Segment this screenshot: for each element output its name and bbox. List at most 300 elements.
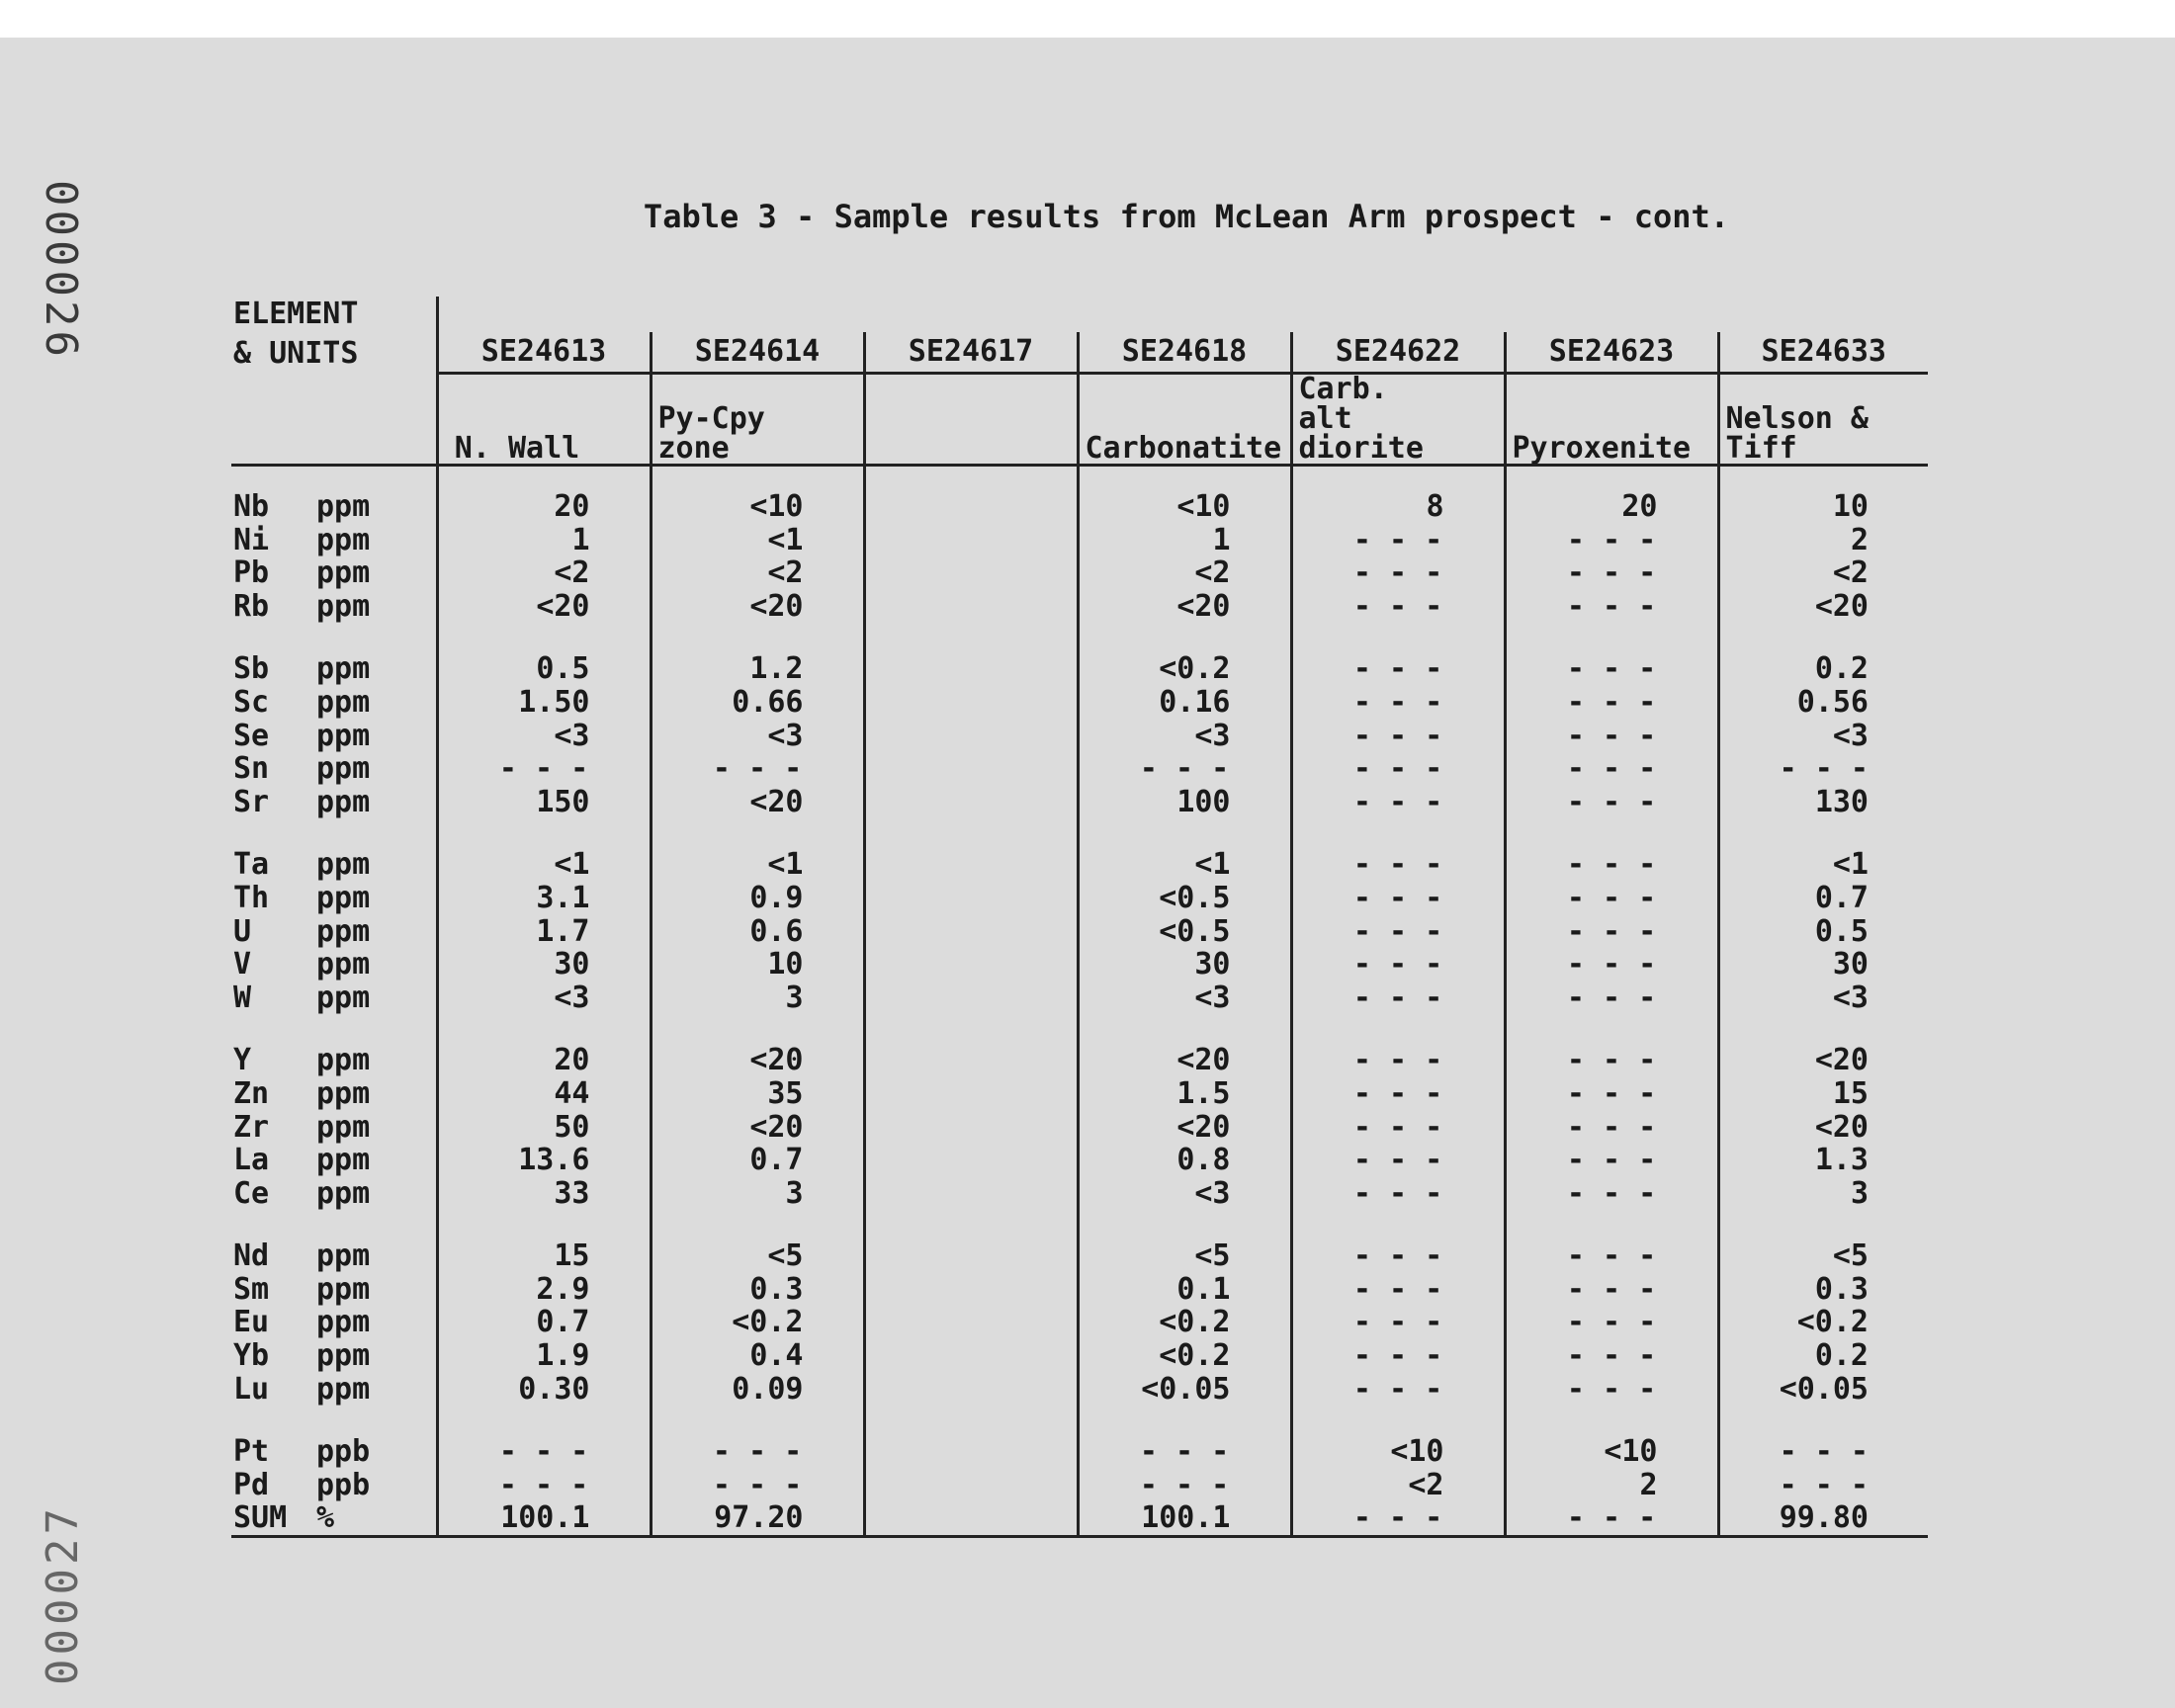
group-gap	[231, 623, 437, 652]
value-cell: 0.5	[1718, 915, 1928, 949]
value-cell: 0.5	[437, 652, 651, 686]
element-symbol: Sr	[233, 784, 270, 819]
table-row	[231, 752, 1928, 786]
value-cell: <5	[1078, 1239, 1291, 1273]
element-unit: ppm	[316, 684, 371, 720]
value-cell: <20	[651, 786, 864, 819]
value-cell	[864, 1501, 1078, 1536]
value-cell: 50	[437, 1111, 651, 1145]
value-cell: <0.05	[1718, 1373, 1928, 1407]
group-gap	[651, 623, 864, 652]
value-cell: - - -	[651, 1469, 864, 1502]
table-row	[231, 1435, 1928, 1469]
value-cell: 0.8	[1078, 1144, 1291, 1177]
value-cell: <2	[437, 556, 651, 590]
value-cell: <0.2	[1718, 1306, 1928, 1339]
element-symbol: Ta	[233, 847, 270, 883]
group-gap	[1505, 818, 1718, 848]
value-cell: - - -	[1291, 1239, 1505, 1273]
value-cell	[864, 1306, 1078, 1339]
value-cell: <5	[1718, 1239, 1928, 1273]
element-symbol: Sn	[233, 751, 270, 787]
element-unit: ppm	[316, 718, 371, 753]
page-code-top: 000026	[35, 180, 86, 361]
value-cell: - - -	[1505, 556, 1718, 590]
element-symbol: Yb	[233, 1338, 270, 1374]
table-row	[231, 652, 1928, 686]
value-cell: 0.1	[1078, 1273, 1291, 1307]
value-cell	[864, 882, 1078, 915]
element-unit: ppm	[316, 588, 371, 624]
sample-desc-header: Nelson & Tiff	[1718, 374, 1928, 466]
sample-desc-header: Pyroxenite	[1505, 374, 1718, 466]
element-symbol: Zr	[233, 1109, 270, 1145]
element-symbol: Lu	[233, 1371, 270, 1407]
group-gap	[231, 1210, 437, 1239]
value-cell	[864, 1373, 1078, 1407]
value-cell: <3	[1078, 720, 1291, 753]
element-unit: ppm	[316, 980, 371, 1015]
element-symbol: SUM	[231, 1501, 312, 1536]
value-cell: 30	[1078, 948, 1291, 982]
table-row	[231, 948, 1928, 982]
value-cell: 44	[437, 1077, 651, 1111]
group-gap	[864, 1210, 1078, 1239]
sample-id-header: SE24622	[1291, 332, 1505, 374]
element-unit: ppm	[316, 1175, 371, 1211]
table-row	[231, 720, 1928, 753]
table-row	[231, 1144, 1928, 1177]
table-row	[231, 1239, 1928, 1273]
value-cell: - - -	[437, 752, 651, 786]
group-gap	[231, 1014, 437, 1044]
value-cell	[864, 982, 1078, 1015]
value-cell	[864, 1339, 1078, 1373]
value-cell: - - -	[1078, 1435, 1291, 1469]
value-cell: - - -	[1718, 752, 1928, 786]
header-spacer	[437, 297, 651, 332]
table-row	[231, 1339, 1928, 1373]
group-gap	[1291, 1014, 1505, 1044]
group-gap	[864, 623, 1078, 652]
value-cell: 97.20	[651, 1501, 864, 1536]
value-cell: - - -	[1078, 752, 1291, 786]
value-cell: 20	[1505, 490, 1718, 524]
value-cell: - - -	[1291, 982, 1505, 1015]
table-row	[231, 1044, 1928, 1077]
element-unit: ppm	[316, 1305, 371, 1340]
row-spacer	[437, 466, 651, 491]
table-row	[231, 848, 1928, 882]
value-cell: <20	[651, 590, 864, 624]
value-cell: 1	[437, 524, 651, 557]
value-cell: <20	[1078, 1044, 1291, 1077]
value-cell: - - -	[437, 1469, 651, 1502]
value-cell: - - -	[1505, 1373, 1718, 1407]
group-gap	[1078, 1406, 1291, 1435]
value-cell: - - -	[1291, 590, 1505, 624]
value-cell: 0.4	[651, 1339, 864, 1373]
page-code-bottom: 000027	[37, 1504, 88, 1685]
row-spacer	[864, 466, 1078, 491]
table-row	[231, 1306, 1928, 1339]
value-cell: <20	[1718, 1044, 1928, 1077]
group-gap	[437, 1014, 651, 1044]
value-cell: <3	[1078, 1177, 1291, 1211]
value-cell: 1.5	[1078, 1077, 1291, 1111]
value-cell: <10	[1505, 1435, 1718, 1469]
group-gap	[1291, 623, 1505, 652]
value-cell	[864, 1469, 1078, 1502]
value-cell: <3	[437, 982, 651, 1015]
value-cell	[864, 652, 1078, 686]
value-cell: - - -	[1505, 1239, 1718, 1273]
value-cell: - - -	[1291, 1144, 1505, 1177]
element-unit: ppb	[316, 1434, 371, 1470]
element-symbol: Y	[233, 1043, 252, 1078]
group-gap	[1718, 1406, 1928, 1435]
value-cell: - - -	[1291, 1111, 1505, 1145]
value-cell: 0.9	[651, 882, 864, 915]
value-cell: <3	[1078, 982, 1291, 1015]
value-cell: 0.3	[1718, 1273, 1928, 1307]
element-symbol: Pd	[233, 1467, 270, 1502]
value-cell: 15	[437, 1239, 651, 1273]
value-cell: <3	[1718, 982, 1928, 1015]
group-gap	[1718, 818, 1928, 848]
value-cell	[864, 1273, 1078, 1307]
value-cell: 0.7	[437, 1306, 651, 1339]
sample-desc-header: Carbonatite	[1078, 374, 1291, 466]
value-cell	[864, 786, 1078, 819]
value-cell: <0.2	[1078, 1339, 1291, 1373]
value-cell: 0.3	[651, 1273, 864, 1307]
group-gap	[1291, 1406, 1505, 1435]
value-cell: - - -	[1291, 1177, 1505, 1211]
value-cell	[864, 915, 1078, 949]
sample-id-header: SE24613	[437, 332, 651, 374]
element-symbol: Zn	[233, 1075, 270, 1111]
element-unit: %	[312, 1501, 437, 1536]
group-gap	[1718, 1210, 1928, 1239]
value-cell: - - -	[1718, 1435, 1928, 1469]
group-gap	[1078, 623, 1291, 652]
value-cell: - - -	[1291, 720, 1505, 753]
value-cell: - - -	[1291, 1077, 1505, 1111]
value-cell: <0.05	[1078, 1373, 1291, 1407]
group-gap	[864, 1014, 1078, 1044]
value-cell: 150	[437, 786, 651, 819]
value-cell: - - -	[1505, 752, 1718, 786]
value-cell: - - -	[1291, 915, 1505, 949]
group-gap	[437, 1406, 651, 1435]
header-element-label: ELEMENT	[233, 297, 359, 331]
element-unit: ppm	[316, 1271, 371, 1307]
element-symbol: Sc	[233, 684, 270, 720]
value-cell: 3	[651, 982, 864, 1015]
table-row	[231, 915, 1928, 949]
sample-id-header: SE24617	[864, 332, 1078, 374]
value-cell: - - -	[1291, 1044, 1505, 1077]
value-cell	[864, 524, 1078, 557]
table-row	[231, 1469, 1928, 1502]
value-cell: 20	[437, 1044, 651, 1077]
value-cell	[864, 1044, 1078, 1077]
group-gap	[231, 818, 437, 848]
element-symbol: Eu	[233, 1305, 270, 1340]
value-cell: 1.2	[651, 652, 864, 686]
element-unit: ppm	[316, 880, 371, 915]
group-gap	[1291, 818, 1505, 848]
value-cell: <10	[1078, 490, 1291, 524]
value-cell: <20	[1718, 590, 1928, 624]
value-cell	[864, 948, 1078, 982]
value-cell: - - -	[1291, 786, 1505, 819]
value-cell: - - -	[1291, 848, 1505, 882]
value-cell: - - -	[1291, 652, 1505, 686]
value-cell	[864, 1144, 1078, 1177]
sample-id-header: SE24633	[1718, 332, 1928, 374]
value-cell: 30	[1718, 948, 1928, 982]
element-unit: ppm	[316, 1043, 371, 1078]
value-cell: <1	[1718, 848, 1928, 882]
value-cell: 3	[1718, 1177, 1928, 1211]
value-cell: - - -	[1291, 1373, 1505, 1407]
value-cell: <20	[1718, 1111, 1928, 1145]
value-cell: 13.6	[437, 1144, 651, 1177]
element-unit: ppm	[316, 947, 371, 982]
value-cell: - - -	[1505, 652, 1718, 686]
group-gap	[651, 818, 864, 848]
group-gap	[1505, 1406, 1718, 1435]
value-cell: 10	[1718, 490, 1928, 524]
value-cell: - - -	[1505, 882, 1718, 915]
header-spacer	[651, 297, 864, 332]
value-cell: 0.2	[1718, 1339, 1928, 1373]
value-cell: 0.7	[1718, 882, 1928, 915]
element-unit: ppm	[316, 1238, 371, 1274]
value-cell: 0.66	[651, 686, 864, 720]
value-cell: <3	[437, 720, 651, 753]
value-cell: - - -	[1291, 948, 1505, 982]
value-cell: - - -	[1505, 848, 1718, 882]
element-symbol: Rb	[233, 588, 270, 624]
value-cell: 2.9	[437, 1273, 651, 1307]
element-symbol: Nb	[233, 489, 270, 524]
group-gap	[864, 1406, 1078, 1435]
value-cell: - - -	[1078, 1469, 1291, 1502]
value-cell: 20	[437, 490, 651, 524]
value-cell: 35	[651, 1077, 864, 1111]
value-cell: <20	[1078, 1111, 1291, 1145]
value-cell: - - -	[1505, 720, 1718, 753]
group-gap	[651, 1014, 864, 1044]
value-cell: <0.5	[1078, 915, 1291, 949]
table-row	[231, 590, 1928, 624]
table-row	[231, 982, 1928, 1015]
value-cell: <2	[651, 556, 864, 590]
value-cell: 30	[437, 948, 651, 982]
group-gap	[437, 623, 651, 652]
header-spacer	[1505, 297, 1718, 332]
value-cell: 2	[1718, 524, 1928, 557]
element-unit: ppm	[316, 1371, 371, 1407]
value-cell: 99.80	[1718, 1501, 1928, 1536]
sample-id-header: SE24623	[1505, 332, 1718, 374]
table-row	[231, 882, 1928, 915]
value-cell: - - -	[1291, 686, 1505, 720]
element-symbol: Ni	[233, 522, 270, 557]
sample-desc-header: Carb. alt diorite	[1291, 374, 1505, 466]
value-cell: - - -	[1291, 1306, 1505, 1339]
value-cell: - - -	[1505, 1177, 1718, 1211]
group-gap	[1505, 623, 1718, 652]
value-cell: 1.50	[437, 686, 651, 720]
value-cell: - - -	[1505, 686, 1718, 720]
element-symbol: Ce	[233, 1175, 270, 1211]
header-units-label: & UNITS	[233, 335, 359, 371]
header-spacer	[1291, 297, 1505, 332]
value-cell: - - -	[1505, 948, 1718, 982]
element-symbol: Nd	[233, 1238, 270, 1274]
element-unit: ppm	[316, 913, 371, 949]
value-cell: - - -	[1505, 1077, 1718, 1111]
value-cell: - - -	[1505, 524, 1718, 557]
value-cell: 1.7	[437, 915, 651, 949]
value-cell: 100.1	[1078, 1501, 1291, 1536]
group-gap	[231, 1406, 437, 1435]
value-cell	[864, 752, 1078, 786]
value-cell: 0.30	[437, 1373, 651, 1407]
sample-id-header: SE24618	[1078, 332, 1291, 374]
value-cell: 10	[651, 948, 864, 982]
value-cell: 1	[1078, 524, 1291, 557]
element-unit: ppm	[316, 489, 371, 524]
value-cell: - - -	[1505, 786, 1718, 819]
value-cell: 0.2	[1718, 652, 1928, 686]
table-title: Table 3 - Sample results from McLean Arm prospect - cont.	[643, 198, 1730, 235]
value-cell: 0.56	[1718, 686, 1928, 720]
value-cell: <0.2	[1078, 1306, 1291, 1339]
sample-desc-header: N. Wall	[437, 374, 651, 466]
element-unit: ppm	[316, 651, 371, 687]
element-symbol: W	[233, 980, 252, 1015]
element-symbol: Se	[233, 718, 270, 753]
element-symbol: Th	[233, 880, 270, 915]
value-cell: - - -	[1291, 1501, 1505, 1536]
value-cell: <3	[651, 720, 864, 753]
value-cell: - - -	[1291, 1339, 1505, 1373]
value-cell	[864, 590, 1078, 624]
row-spacer	[1718, 466, 1928, 491]
element-symbol: V	[233, 947, 252, 982]
value-cell: 3	[651, 1177, 864, 1211]
table-row	[231, 1077, 1928, 1111]
value-cell: - - -	[1291, 882, 1505, 915]
table-row	[231, 1273, 1928, 1307]
row-spacer	[1078, 466, 1291, 491]
value-cell: 0.7	[651, 1144, 864, 1177]
value-cell: 8	[1291, 490, 1505, 524]
element-unit: ppm	[316, 1109, 371, 1145]
header-spacer	[1718, 297, 1928, 332]
value-cell: - - -	[1291, 752, 1505, 786]
value-cell: - - -	[1505, 1144, 1718, 1177]
value-cell: 1.9	[437, 1339, 651, 1373]
element-unit: ppm	[316, 784, 371, 819]
value-cell: - - -	[1505, 982, 1718, 1015]
value-cell: <0.2	[651, 1306, 864, 1339]
value-cell: 3.1	[437, 882, 651, 915]
element-symbol: La	[233, 1143, 270, 1178]
value-cell	[864, 848, 1078, 882]
element-unit: ppm	[316, 751, 371, 787]
results-table	[231, 297, 1928, 1538]
value-cell: - - -	[1505, 1339, 1718, 1373]
value-cell: 15	[1718, 1077, 1928, 1111]
element-unit: ppm	[316, 555, 371, 591]
value-cell: <20	[1078, 590, 1291, 624]
value-cell: - - -	[651, 1435, 864, 1469]
value-cell: 100	[1078, 786, 1291, 819]
value-cell	[864, 720, 1078, 753]
element-unit: ppm	[316, 1075, 371, 1111]
value-cell: - - -	[1718, 1469, 1928, 1502]
header-spacer	[1078, 297, 1291, 332]
row-spacer	[651, 466, 864, 491]
value-cell	[864, 1077, 1078, 1111]
element-unit: ppm	[316, 1143, 371, 1178]
value-cell: - - -	[437, 1435, 651, 1469]
value-cell: - - -	[1505, 915, 1718, 949]
value-cell: - - -	[1505, 590, 1718, 624]
element-unit: ppb	[316, 1467, 371, 1502]
value-cell: 0.16	[1078, 686, 1291, 720]
group-gap	[1078, 818, 1291, 848]
group-gap	[1718, 1014, 1928, 1044]
value-cell: 33	[437, 1177, 651, 1211]
value-cell: 2	[1505, 1469, 1718, 1502]
value-cell: 100.1	[437, 1501, 651, 1536]
group-gap	[1505, 1210, 1718, 1239]
value-cell: - - -	[1291, 556, 1505, 590]
element-symbol: U	[233, 913, 252, 949]
value-cell: - - -	[1291, 1273, 1505, 1307]
group-gap	[1505, 1014, 1718, 1044]
table-row	[231, 1373, 1928, 1407]
value-cell: 130	[1718, 786, 1928, 819]
table-row	[231, 1177, 1928, 1211]
value-cell: <10	[651, 490, 864, 524]
value-cell: <1	[651, 848, 864, 882]
table-row	[231, 556, 1928, 590]
element-symbol: Pt	[233, 1434, 270, 1470]
table-row	[231, 1111, 1928, 1145]
sample-desc-header	[864, 374, 1078, 466]
value-cell: <0.5	[1078, 882, 1291, 915]
group-gap	[1291, 1210, 1505, 1239]
value-cell: <10	[1291, 1435, 1505, 1469]
value-cell: 1.3	[1718, 1144, 1928, 1177]
sample-id-header: SE24614	[651, 332, 864, 374]
table-row	[231, 524, 1928, 557]
value-cell	[864, 686, 1078, 720]
row-spacer	[1291, 466, 1505, 491]
value-cell: 0.09	[651, 1373, 864, 1407]
table-row	[231, 490, 1928, 524]
value-cell: <20	[651, 1044, 864, 1077]
value-cell: - - -	[1505, 1306, 1718, 1339]
